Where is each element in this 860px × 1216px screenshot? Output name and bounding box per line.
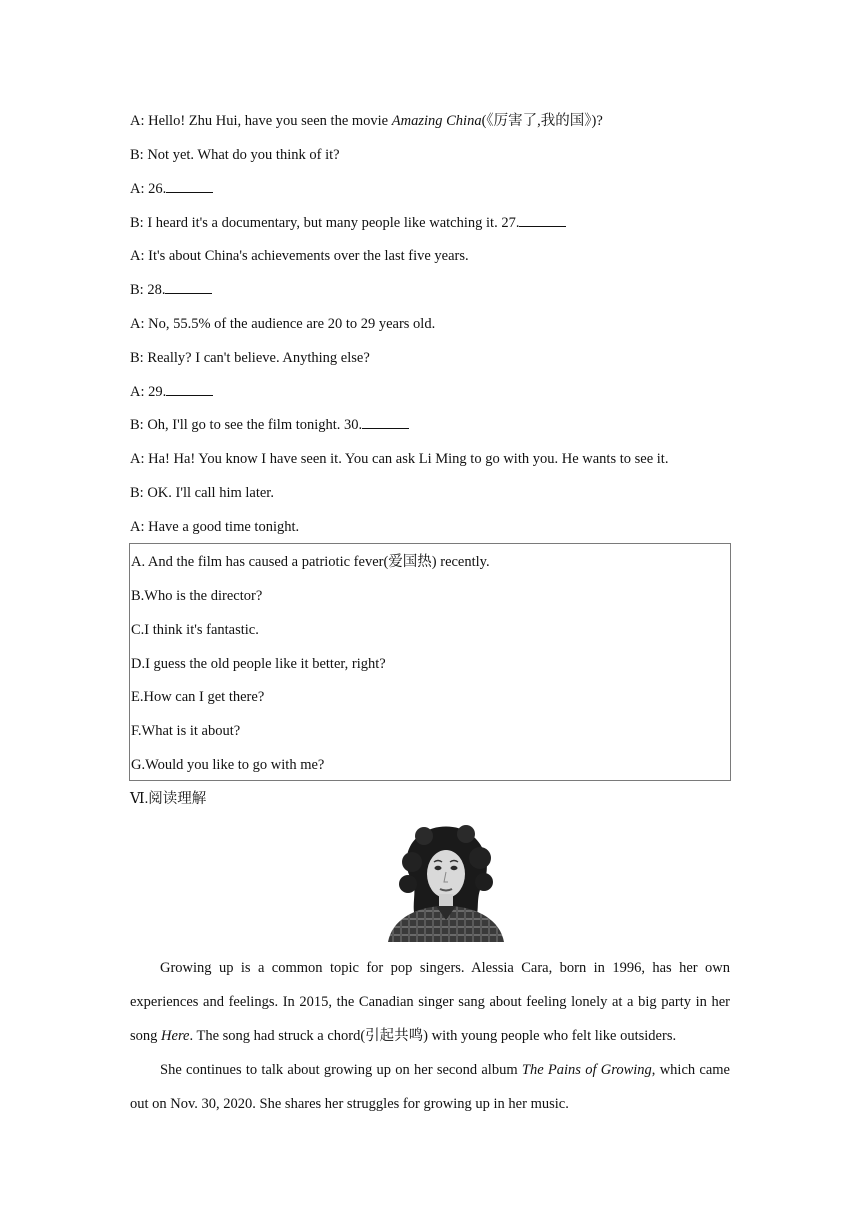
section-title: Ⅵ.阅读理解 xyxy=(130,791,207,807)
song-title: Here xyxy=(161,1028,190,1044)
dialogue-line-1: A: Hello! Zhu Hui, have you seen the movie Amazing China(《厉害了,我的国》)? xyxy=(130,113,603,129)
option-f: F.What is it about? xyxy=(131,723,241,739)
singer-photo xyxy=(384,822,506,942)
dialogue-line-6: B: 28. xyxy=(130,280,212,300)
dialogue-line-4: B: I heard it's a documentary, but many people like watching it. 27. xyxy=(130,213,566,233)
dialogue-line-5: A: It's about China's achievements over the last five years. xyxy=(130,248,469,264)
passage-paragraph-1: Growing up is a common topic for pop singers. Alessia Cara, born in 1996, has her own experiences and feelings. In 2015, the Canadian singer sang about feeling lonely at a big party in her song Here. The song had struck a chord(引起共鸣) with young people who felt like outsiders. xyxy=(130,960,730,1044)
option-g: G.Would you like to go with me? xyxy=(131,757,325,773)
dialogue-line-8: B: Really? I can't believe. Anything else? xyxy=(130,350,370,366)
answer-blank-26[interactable] xyxy=(166,179,213,193)
dialogue-line-10: B: Oh, I'll go to see the film tonight. 30. xyxy=(130,415,409,435)
passage-paragraph-2: She continues to talk about growing up on her second album The Pains of Growing, which came out on Nov. 30, 2020. She shares her struggles for growing up in her music. xyxy=(130,1062,730,1112)
dialogue-line-11: A: Ha! Ha! You know I have seen it. You can ask Li Ming to go with you. He wants to see it. xyxy=(130,451,669,467)
dialogue-line-3: A: 26. xyxy=(130,179,213,199)
dialogue-line-7: A: No, 55.5% of the audience are 20 to 29 years old. xyxy=(130,316,436,332)
dialogue-line-9: A: 29. xyxy=(130,382,213,402)
option-d: D.I guess the old people like it better, right? xyxy=(131,656,386,672)
dialogue-line-12: B: OK. I'll call him later. xyxy=(130,485,274,501)
movie-title: Amazing China xyxy=(391,113,482,129)
dialogue-line-13: A: Have a good time tonight. xyxy=(130,519,300,535)
reading-passage xyxy=(130,951,730,1121)
option-e: E.How can I get there? xyxy=(131,689,265,705)
answer-blank-28[interactable] xyxy=(165,280,212,294)
option-a: A. And the film has caused a patriotic fever(爱国热) recently. xyxy=(131,554,490,570)
options-box xyxy=(129,543,731,781)
album-title: The Pains of Growing xyxy=(521,1062,652,1078)
option-c: C.I think it's fantastic. xyxy=(131,622,259,638)
option-b: B.Who is the director? xyxy=(131,588,263,604)
answer-blank-29[interactable] xyxy=(166,382,213,396)
answer-blank-30[interactable] xyxy=(362,415,409,429)
answer-blank-27[interactable] xyxy=(519,213,566,227)
dialogue-line-2: B: Not yet. What do you think of it? xyxy=(130,147,340,163)
